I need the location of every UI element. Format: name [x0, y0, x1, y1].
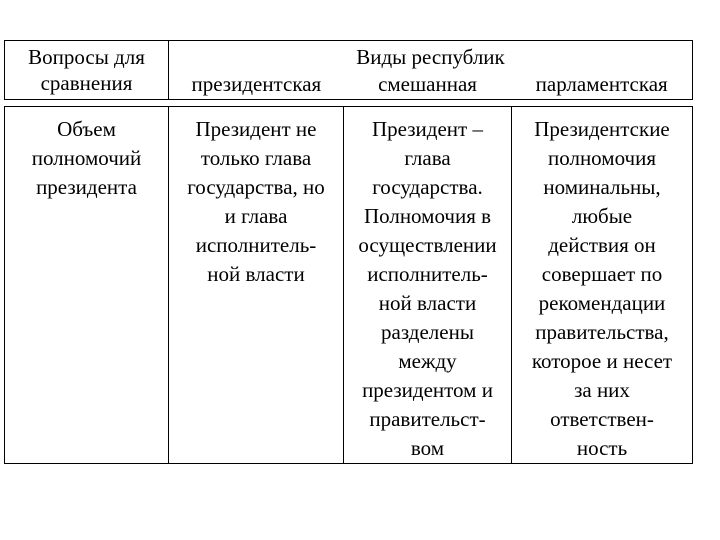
types-row: [169, 70, 692, 99]
header-question-line: сравнения: [40, 71, 133, 95]
types-title: Виды республик: [356, 45, 505, 69]
cell-line: ность: [576, 436, 628, 460]
cell-line: Президентские: [534, 117, 670, 141]
row-parliamentary-cell: [512, 107, 693, 464]
cell-line: исполнитель-: [367, 262, 488, 286]
type-presidential: президентская: [191, 72, 322, 96]
table-row: [5, 107, 693, 464]
header-types-cell: [169, 41, 693, 100]
cell-line: номинальны,: [543, 175, 661, 199]
cell-line: которое и несет: [531, 349, 673, 373]
cell-line: любые: [571, 204, 633, 228]
cell-line: ной власти: [378, 291, 477, 315]
table-body: [4, 106, 693, 464]
header-question-line: Вопросы для: [28, 45, 145, 69]
cell-line: вом: [410, 436, 445, 460]
comparison-table: [4, 40, 692, 464]
cell-line: и глава: [224, 204, 288, 228]
cell-line: осуществлении: [358, 233, 497, 257]
row-mixed-cell: [344, 107, 512, 464]
cell-line: ной власти: [207, 262, 305, 286]
cell-line: между: [398, 349, 457, 373]
cell-line: глава: [404, 146, 451, 170]
type-mixed: смешанная: [378, 72, 477, 96]
cell-line: действия он: [548, 233, 656, 257]
row-presidential-cell: [169, 107, 344, 464]
table-header: [4, 40, 693, 100]
cell-line: полномочий: [31, 146, 142, 170]
cell-line: Президент –: [372, 117, 483, 141]
row-question-cell: [5, 107, 169, 464]
cell-line: государства, но: [187, 175, 325, 199]
cell-line: правительства,: [535, 320, 669, 344]
cell-line: государства.: [372, 175, 483, 199]
cell-line: рекомендации: [538, 291, 666, 315]
cell-line: только глава: [200, 146, 312, 170]
cell-line: Объем: [57, 117, 116, 141]
cell-line: разделены: [381, 320, 474, 344]
cell-line: за них: [574, 378, 630, 402]
cell-line: совершает по: [541, 262, 663, 286]
cell-line: исполнитель-: [195, 233, 317, 257]
type-parliamentary: парламентская: [535, 72, 668, 96]
cell-line: Президент не: [195, 117, 317, 141]
cell-line: полномочия: [548, 146, 656, 170]
header-question-cell: [5, 41, 169, 100]
cell-line: Полномочия в: [363, 204, 492, 228]
cell-line: президента: [36, 175, 137, 199]
cell-line: ответствен-: [550, 407, 654, 431]
cell-line: президентом и: [362, 378, 493, 402]
cell-line: правительст-: [369, 407, 486, 431]
